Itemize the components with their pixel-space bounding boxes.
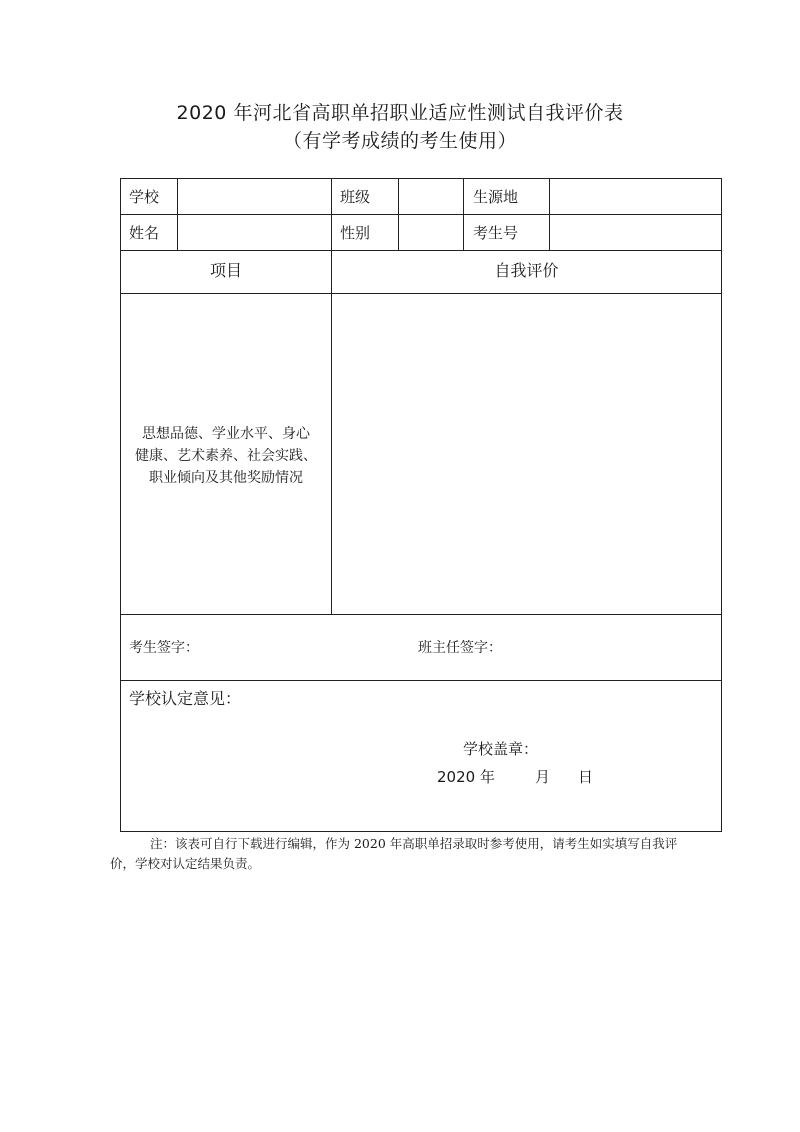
label-gender: 性别 [340, 224, 371, 242]
label-class: 班级 [340, 188, 371, 206]
label-school: 学校 [129, 188, 160, 206]
name-field[interactable] [178, 215, 331, 250]
row-divider [121, 680, 721, 681]
date-month: 月 [534, 768, 550, 786]
header-item: 项目 [209, 261, 242, 280]
project-description-line: 思想品德、学业水平、身心 [142, 426, 310, 442]
col-divider [463, 179, 464, 250]
label-exam-number: 考生号 [473, 224, 519, 242]
header-self-evaluation: 自我评价 [494, 261, 559, 280]
evaluation-form [120, 178, 722, 832]
self-evaluation-area[interactable] [332, 294, 721, 614]
document-subtitle: （有学考成绩的考生使用） [282, 130, 517, 152]
footnote-text: 注：该表可自行下载进行编辑，作为 2020 年高职单招录取时参考使用，请考生如实填写自我评价，学校对认定结果负责。 [110, 836, 678, 871]
row-divider [121, 250, 721, 251]
row-divider [121, 614, 721, 615]
document-title: 2020 年河北省高职单招职业适应性测试自我评价表 [176, 102, 624, 124]
label-origin: 生源地 [473, 188, 519, 206]
school-stamp-label: 学校盖章： [463, 740, 539, 758]
origin-field[interactable] [550, 179, 721, 214]
col-divider [331, 179, 332, 250]
project-description-line: 职业倾向及其他奖励情况 [149, 470, 303, 486]
date-day: 日 [577, 768, 593, 786]
date-year: 2020 年 [437, 768, 495, 786]
student-signature-label: 考生签字： [129, 640, 199, 656]
project-description-line: 健康、艺术素养、社会实践、 [135, 448, 317, 464]
date-line [437, 767, 593, 787]
class-field[interactable] [399, 179, 463, 214]
teacher-signature-label: 班主任签字： [418, 640, 502, 656]
project-description [121, 423, 331, 489]
label-name: 姓名 [129, 224, 160, 242]
school-opinion-label: 学校认定意见： [129, 689, 242, 708]
school-field[interactable] [178, 179, 331, 214]
gender-field[interactable] [399, 215, 463, 250]
footnote [110, 834, 695, 874]
exam-number-field[interactable] [550, 215, 721, 250]
